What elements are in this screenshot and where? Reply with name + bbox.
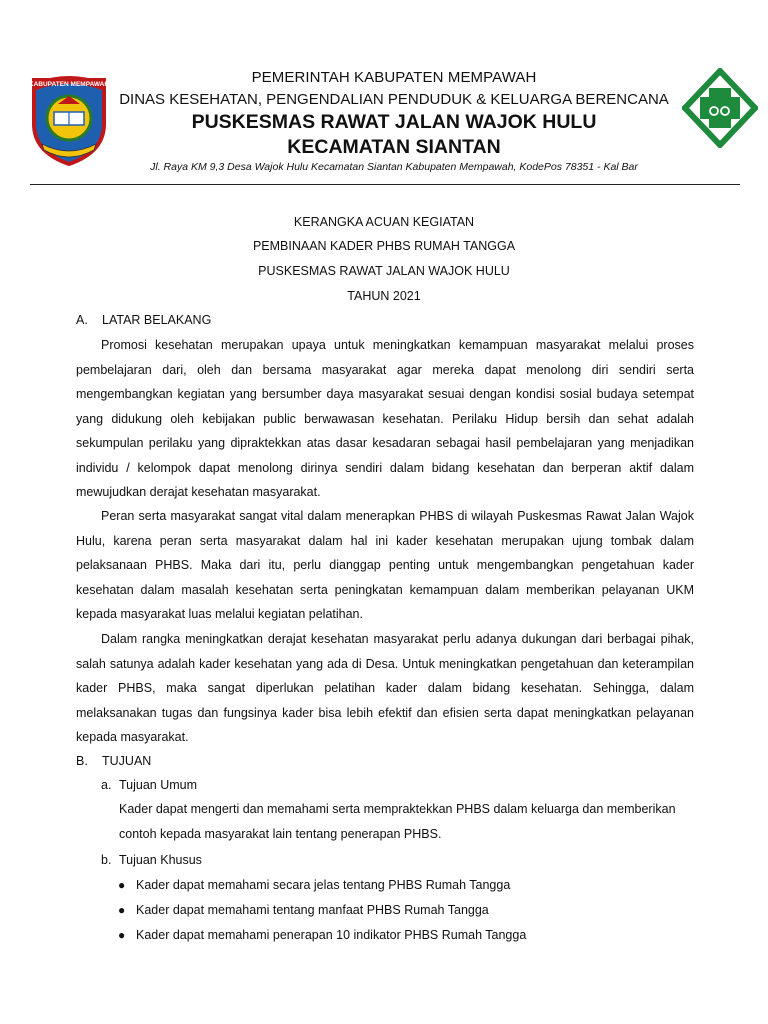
section-a-paragraph-1: Promosi kesehatan merupakan upaya untuk meningkatkan kemampuan masyarakat melalui proses pembelajaran dari, oleh dan bersama masyarakat agar mereka dapat menolong diri sendiri serta mengembangkan kegiatan yang bersumber daya masyarakat sesuai dengan kondisi sosial budaya setempat yang didukung oleh kebijakan public berwawasan kesehatan. Perilaku Hidup bersih dan sehat adalah sekumpulan perilaku yang dipraktekkan atas dasar kesadaran sebagai hasil pembelajaran yang menjadikan individu / kelompok dapat menolong dirinya sendiri dalam bidang kesehatan dan berperan aktif dalam mewujudkan derajat kesehatan masyarakat.: [76, 338, 694, 499]
kabupaten-mempawah-emblem-icon: [28, 66, 110, 166]
tujuan-umum-letter: a.: [101, 778, 112, 792]
emblem-banner-text: KABUPATEN MEMPAWAH: [28, 81, 110, 88]
tujuan-umum-heading: [101, 778, 197, 792]
list-item: [118, 903, 489, 917]
section-a-letter: A.: [76, 313, 88, 327]
section-b-heading: [76, 754, 151, 768]
tujuan-khusus-letter: b.: [101, 853, 112, 867]
letterhead-puskesmas: PUSKESMAS RAWAT JALAN WAJOK HULU: [191, 111, 597, 133]
doc-title-2: PEMBINAAN KADER PHBS RUMAH TANGGA: [252, 239, 516, 253]
letterhead-divider: [30, 184, 740, 185]
section-a-paragraph-2: Peran serta masyarakat sangat vital dalam menerapkan PHBS di wilayah Puskesmas Rawat Jalan Wajok Hulu, karena peran serta masyarakat dalam hal ini kader kesehatan merupakan ujung tombak dalam pelaksanaan PHBS. Maka dari itu, perlu dianggap penting untuk mengembangkan pengetahuan kader kesehatan dalam masalah kesehatan serta peningkatan kemampuan dalam memberikan pelayanan UKM kepada masyarakat luas melalui kegiatan pelatihan.: [76, 509, 694, 621]
puskesmas-logo-icon: [682, 68, 758, 148]
section-b-letter: B.: [76, 754, 88, 768]
tujuan-umum-text: Kader dapat mengerti dan memahami serta mempraktekkan PHBS dalam keluarga dan memberikan contoh kepada masyarakat lain tentang penerapan PHBS.: [119, 802, 676, 841]
letterhead-government: PEMERINTAH KABUPATEN MEMPAWAH: [251, 69, 537, 86]
tujuan-khusus-heading: [101, 853, 202, 867]
bullet-icon: ●: [118, 903, 126, 917]
tujuan-umum-title: Tujuan Umum: [119, 778, 198, 792]
bullet-icon: ●: [118, 878, 126, 892]
list-item: [118, 928, 526, 942]
doc-title-3: PUSKESMAS RAWAT JALAN WAJOK HULU: [258, 264, 510, 278]
list-item-text: Kader dapat memahami secara jelas tentang PHBS Rumah Tangga: [136, 878, 511, 892]
tujuan-khusus-title: Tujuan Khusus: [119, 853, 202, 867]
list-item-text: Kader dapat memahami tentang manfaat PHBS Rumah Tangga: [136, 903, 489, 917]
doc-title-4: TAHUN 2021: [347, 289, 421, 303]
section-a-paragraph-3: Dalam rangka meningkatkan derajat kesehatan masyarakat perlu adanya dukungan dari berbagai pihak, salah satunya adalah kader kesehatan yang ada di Desa. Untuk meningkatkan pengetahuan dan keterampilan kader PHBS, maka sangat diperlukan pelatihan kader dalam bidang kesehatan. Sehingga, dalam melaksanakan tugas dan fungsinya kader bisa lebih efektif dan efisien serta dapat meningkatkan pelayanan kepada masyarakat.: [76, 632, 694, 744]
bullet-icon: ●: [118, 928, 126, 942]
letterhead-district: KECAMATAN SIANTAN: [287, 136, 501, 158]
list-item: [118, 878, 510, 892]
letterhead-department: DINAS KESEHATAN, PENGENDALIAN PENDUDUK & KELUARGA BERENCANA: [119, 91, 669, 108]
section-a-heading: [76, 313, 211, 327]
letterhead-address: Jl. Raya KM 9,3 Desa Wajok Hulu Kecamatan Siantan Kabupaten Mempawah, KodePos 78351 - Kal Bar: [150, 161, 638, 173]
doc-title-1: KERANGKA ACUAN KEGIATAN: [293, 215, 475, 229]
section-a-title: LATAR BELAKANG: [102, 313, 212, 327]
list-item-text: Kader dapat memahami penerapan 10 indikator PHBS Rumah Tangga: [136, 928, 527, 942]
section-b-title: TUJUAN: [102, 754, 152, 768]
